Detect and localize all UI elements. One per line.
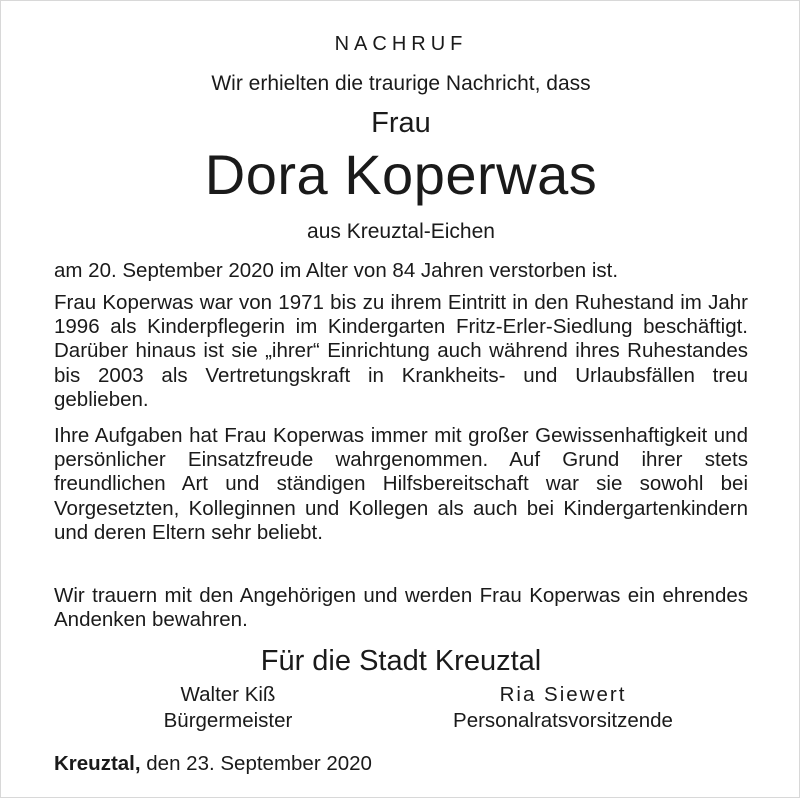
date: den 23. September 2020 (146, 752, 372, 775)
signatory-role: Bürgermeister (163, 709, 293, 732)
deceased-name: Dora Koperwas (204, 143, 598, 206)
origin-text: aus Kreuztal-Eichen (307, 220, 495, 243)
place-date-line (54, 751, 372, 777)
signatory-staff-council (403, 683, 723, 733)
signatory-role: Personalratsvorsitzende (453, 709, 673, 732)
place: Kreuztal, (54, 752, 141, 775)
notice-heading: NACHRUF (334, 33, 468, 55)
paragraph-career: Frau Koperwas war von 1971 bis zu ihrem Eintritt in den Ruhestand im Jahr 1996 als Kinderpflegerin im Kindergarten Fritz-Erler-Siedlung beschäftigt. Darüber hinaus ist sie „ihrer“ Einrichtung auch während ihres Ruhestandes bis 2003 als Vertretungskraft in Krankheits- und Urlaubsfällen treu geblieben. (54, 291, 748, 411)
signatory-mayor (68, 683, 388, 733)
intro-text: Wir erhielten die traurige Nachricht, dass (211, 72, 591, 95)
death-date-line: am 20. September 2020 im Alter von 84 Jahren verstorben ist. (54, 259, 619, 282)
paragraph-mourning: Wir trauern mit den Angehörigen und werden Frau Koperwas ein ehrendes Andenken bewahren. (54, 584, 748, 632)
signatory-name: Ria Siewert (499, 683, 627, 706)
signatory-name: Walter Kiß (180, 683, 276, 706)
paragraph-tribute: Ihre Aufgaben hat Frau Koperwas immer mit großer Gewissenhaftigkeit und persönlicher Einsatzfreude wahrgenommen. Auf Grund ihrer stets freundlichen Art und ständigen Hilfsbereitschaft war sie sowohl bei Vorgesetzten, Kolleginnen und Kollegen als auch bei Kindergartenkindern und deren Eltern sehr beliebt. (54, 424, 748, 544)
salutation: Frau (371, 107, 431, 139)
on-behalf-line: Für die Stadt Kreuztal (260, 645, 542, 677)
